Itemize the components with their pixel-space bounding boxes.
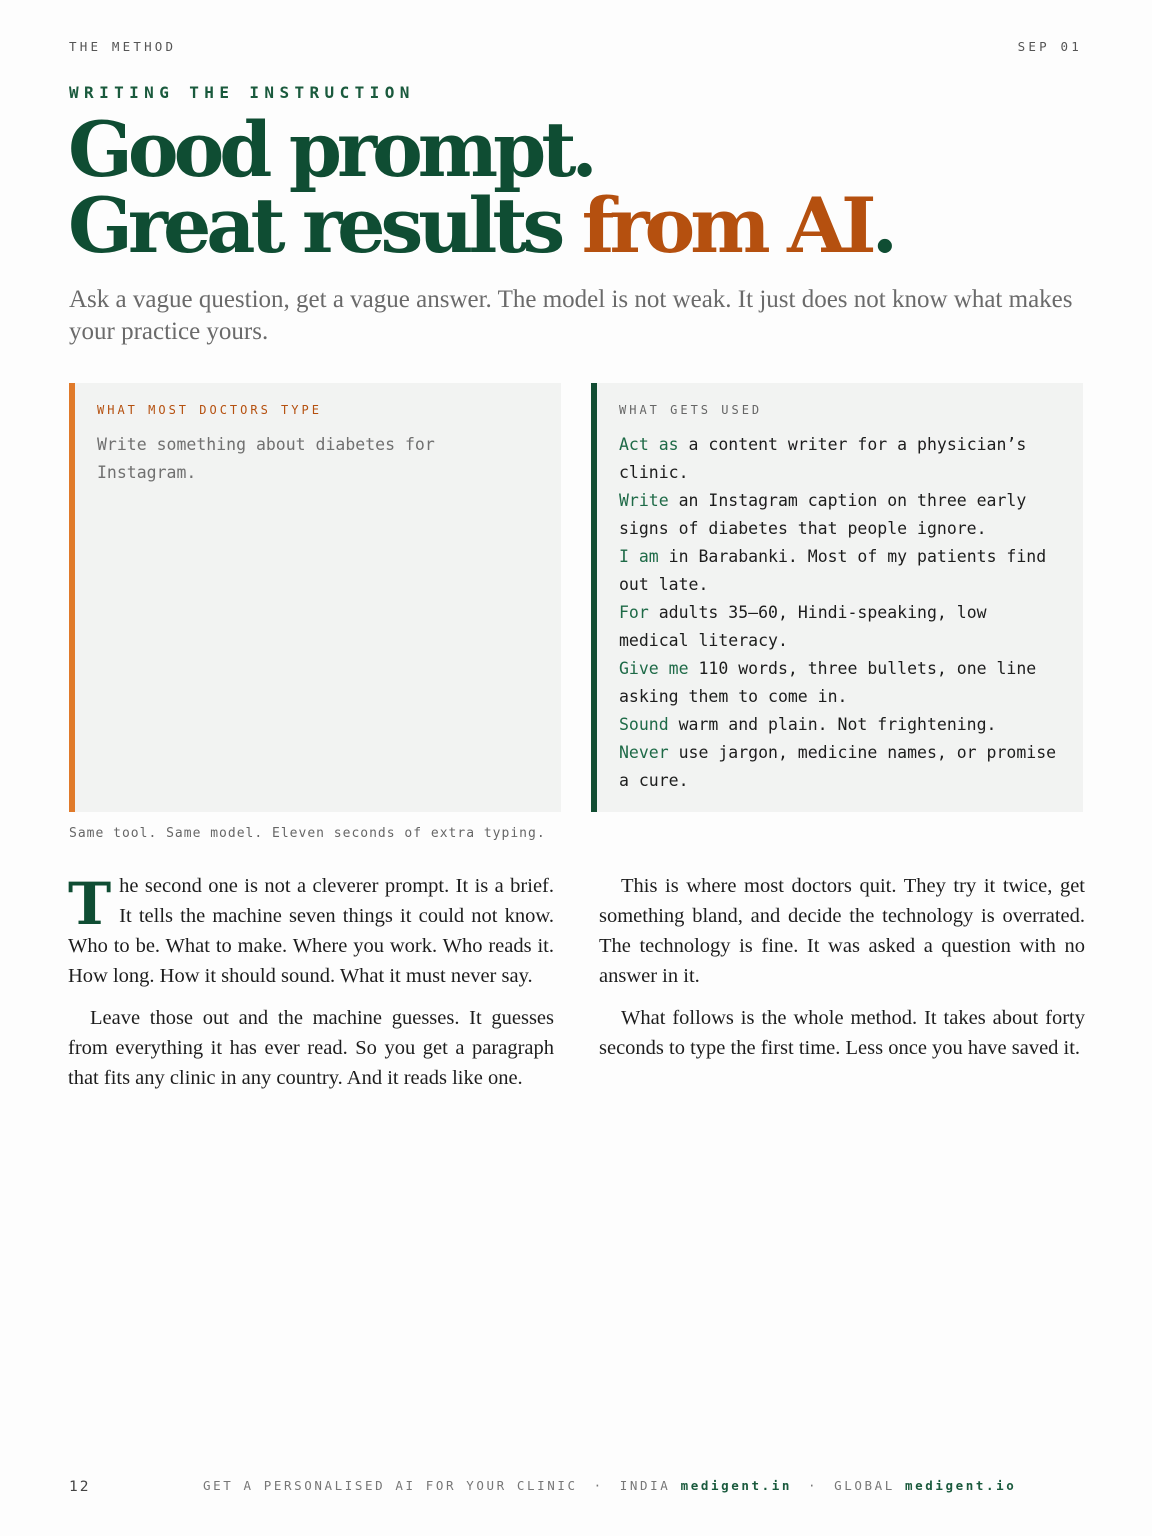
- india-site-link[interactable]: medigent.in: [680, 1478, 792, 1493]
- prompt-keyword: I am: [619, 547, 659, 566]
- prompt-keyword: Act as: [619, 435, 679, 454]
- prompt-line: adults 35–60, Hindi-speaking, low medical literacy.: [619, 603, 987, 650]
- prompt-line: warm and plain. Not frightening.: [668, 715, 997, 734]
- prompt-keyword: Sound: [619, 715, 669, 734]
- prompt-keyword: Give me: [619, 659, 689, 678]
- footer-cta: [203, 1478, 1016, 1493]
- body-column-left: [68, 871, 554, 1105]
- global-label: GLOBAL: [834, 1478, 895, 1493]
- eyebrow: WRITING THE INSTRUCTION: [69, 83, 415, 102]
- issue-date: SEP 01: [1017, 39, 1082, 54]
- drop-cap: T: [68, 870, 112, 938]
- global-site-link[interactable]: medigent.io: [905, 1478, 1017, 1493]
- headline-period: .: [871, 181, 894, 270]
- footer-cta-text: GET A PERSONALISED AI FOR YOUR CLINIC: [203, 1478, 578, 1493]
- paragraph-text: he second one is not a cleverer prompt. It is a brief. It tells the machine seven things it could not know. Who to be. What to make. Where you work. Who reads it. How long. How it should sound. What it must never say.: [68, 875, 554, 987]
- card-label: WHAT MOST DOCTORS TYPE: [97, 403, 322, 417]
- vague-prompt-card: [69, 383, 561, 812]
- vague-prompt-text: Write something about diabetes for Instagram.: [97, 435, 435, 482]
- section-label: THE METHOD: [69, 39, 177, 54]
- headline-line2-start: Great results: [68, 181, 582, 270]
- body-paragraph: This is where most doctors quit. They try it twice, get something bland, and decide the technology is overrated. The technology is fine. It was asked a question with no answer in it.: [599, 875, 1085, 987]
- prompt-line: in Barabanki. Most of my patients find out late.: [619, 547, 1047, 594]
- page-number: 12: [69, 1479, 91, 1495]
- subtitle: Ask a vague question, get a vague answer. The model is not weak. It just does not know what makes your practice yours.: [69, 286, 1073, 345]
- headline: [68, 105, 894, 270]
- prompt-line: 110 words, three bullets, one line asking them to come in.: [619, 659, 1037, 706]
- india-label: INDIA: [619, 1478, 671, 1493]
- body-paragraph: What follows is the whole method. It takes about forty seconds to type the first time. Less once you have saved it.: [599, 1007, 1085, 1059]
- prompt-line: use jargon, medicine names, or promise a cure.: [619, 743, 1057, 790]
- card-label: WHAT GETS USED: [619, 403, 763, 417]
- body-column-right: [599, 871, 1085, 1075]
- body-paragraph: Leave those out and the machine guesses. It guesses from everything it has ever read. So you get a paragraph that fits any clinic in any country. And it reads like one.: [68, 1007, 554, 1089]
- footer-separator: ·: [807, 1478, 819, 1493]
- detailed-prompt-text: [619, 431, 1061, 795]
- body-paragraph: [68, 871, 554, 991]
- comparison-caption: Same tool. Same model. Eleven seconds of extra typing.: [69, 826, 546, 841]
- detailed-prompt-card: [591, 383, 1083, 812]
- prompt-keyword: For: [619, 603, 649, 622]
- prompt-line: a content writer for a physician’s clinic.: [619, 435, 1027, 482]
- headline-line1: Good prompt.: [68, 105, 593, 194]
- footer-separator: ·: [593, 1478, 604, 1493]
- prompt-keyword: Write: [619, 491, 669, 510]
- headline-accent: from AI: [581, 181, 872, 270]
- prompt-keyword: Never: [619, 743, 669, 762]
- prompt-line: an Instagram caption on three early signs of diabetes that people ignore.: [619, 491, 1027, 538]
